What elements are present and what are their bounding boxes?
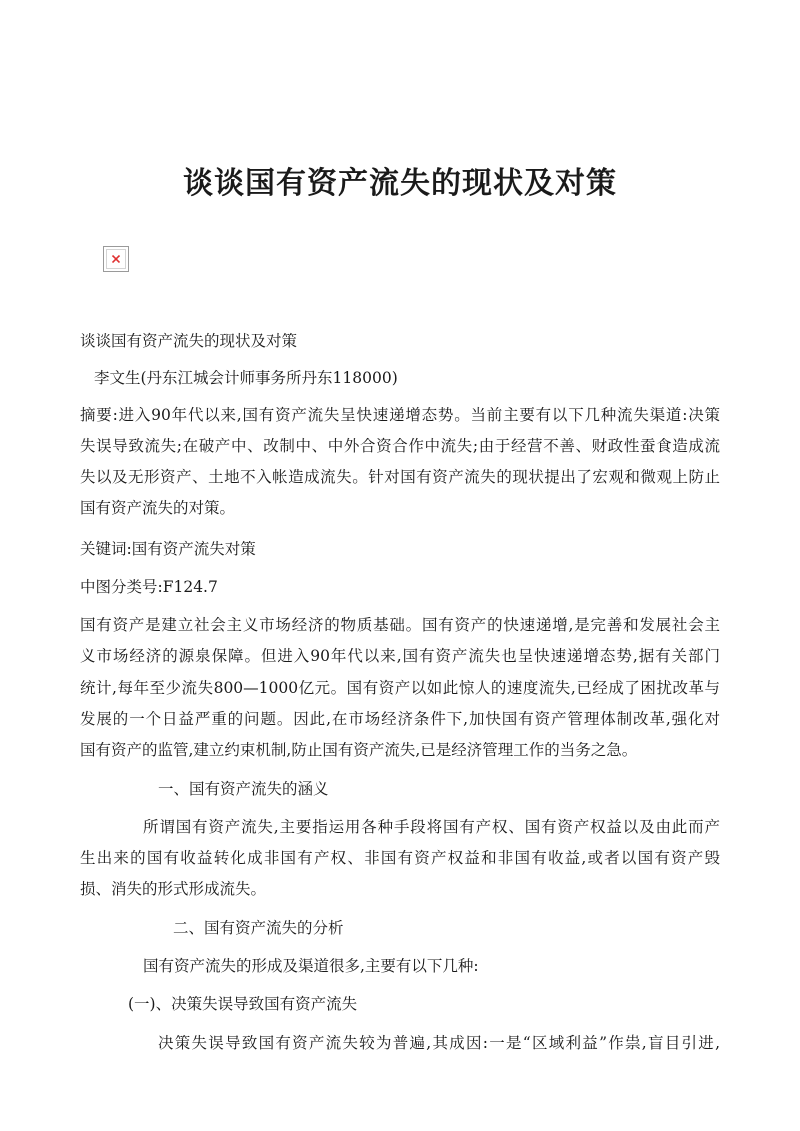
abstract-line: 失以及无形资产、土地不入帐造成流失。针对国有资产流失的现状提出了宏观和微观上防止 <box>80 468 720 486</box>
intro-line: 统计,每年至少流失800—1000亿元。国有资产以如此惊人的速度流失,已经成了困扰改革与 <box>80 679 720 697</box>
section-heading-2: 二、国有资产流失的分析 <box>173 919 344 937</box>
intro-line: 国有资产的监管,建立约束机制,防止国有资产流失,已是经济管理工作的当务之急。 <box>80 741 638 759</box>
section2-intro: 国有资产流失的形成及渠道很多,主要有以下几种: <box>143 957 479 975</box>
article-subtitle: 谈谈国有资产流失的现状及对策 <box>80 332 298 350</box>
keywords-line: 关键词:国有资产流失对策 <box>80 540 256 558</box>
abstract-line: 失误导致流失;在破产中、改制中、中外合资合作中流失;由于经营不善、财政性蚕食造成流 <box>80 437 720 455</box>
intro-line: 义市场经济的源泉保障。但进入90年代以来,国有资产流失也呈快速递增态势,据有关部门 <box>80 647 720 665</box>
abstract-line: 国有资产流失的对策。 <box>80 499 236 517</box>
intro-line: 国有资产是建立社会主义市场经济的物质基础。国有资产的快速递增,是完善和发展社会主 <box>80 616 720 634</box>
author-line: 李文生(丹东江城会计师事务所丹东118000) <box>94 369 398 387</box>
section1-line: 损、消失的形式形成流失。 <box>80 880 267 898</box>
broken-image-icon <box>112 255 120 263</box>
classification-line: 中图分类号:F124.7 <box>80 578 218 596</box>
subsection-heading-1: (一)、决策失误导致国有资产流失 <box>128 995 358 1013</box>
document-title: 谈谈国有资产流失的现状及对策 <box>183 166 617 201</box>
broken-image <box>103 246 129 272</box>
subsection1-line: 决策失误导致国有资产流失较为普遍,其成因:一是“区域利益”作祟,盲目引进, <box>158 1034 720 1052</box>
section1-line: 所谓国有资产流失,主要指运用各种手段将国有产权、国有资产权益以及由此而产 <box>143 818 720 836</box>
section-heading-1: 一、国有资产流失的涵义 <box>158 780 329 798</box>
section1-line: 生出来的国有收益转化成非国有产权、非国有资产权益和非国有收益,或者以国有资产毁 <box>80 849 720 867</box>
abstract-line: 摘要:进入90年代以来,国有资产流失呈快速递增态势。当前主要有以下几种流失渠道:决策 <box>80 406 720 424</box>
intro-line: 发展的一个日益严重的问题。因此,在市场经济条件下,加快国有资产管理体制改革,强化对 <box>80 710 720 728</box>
